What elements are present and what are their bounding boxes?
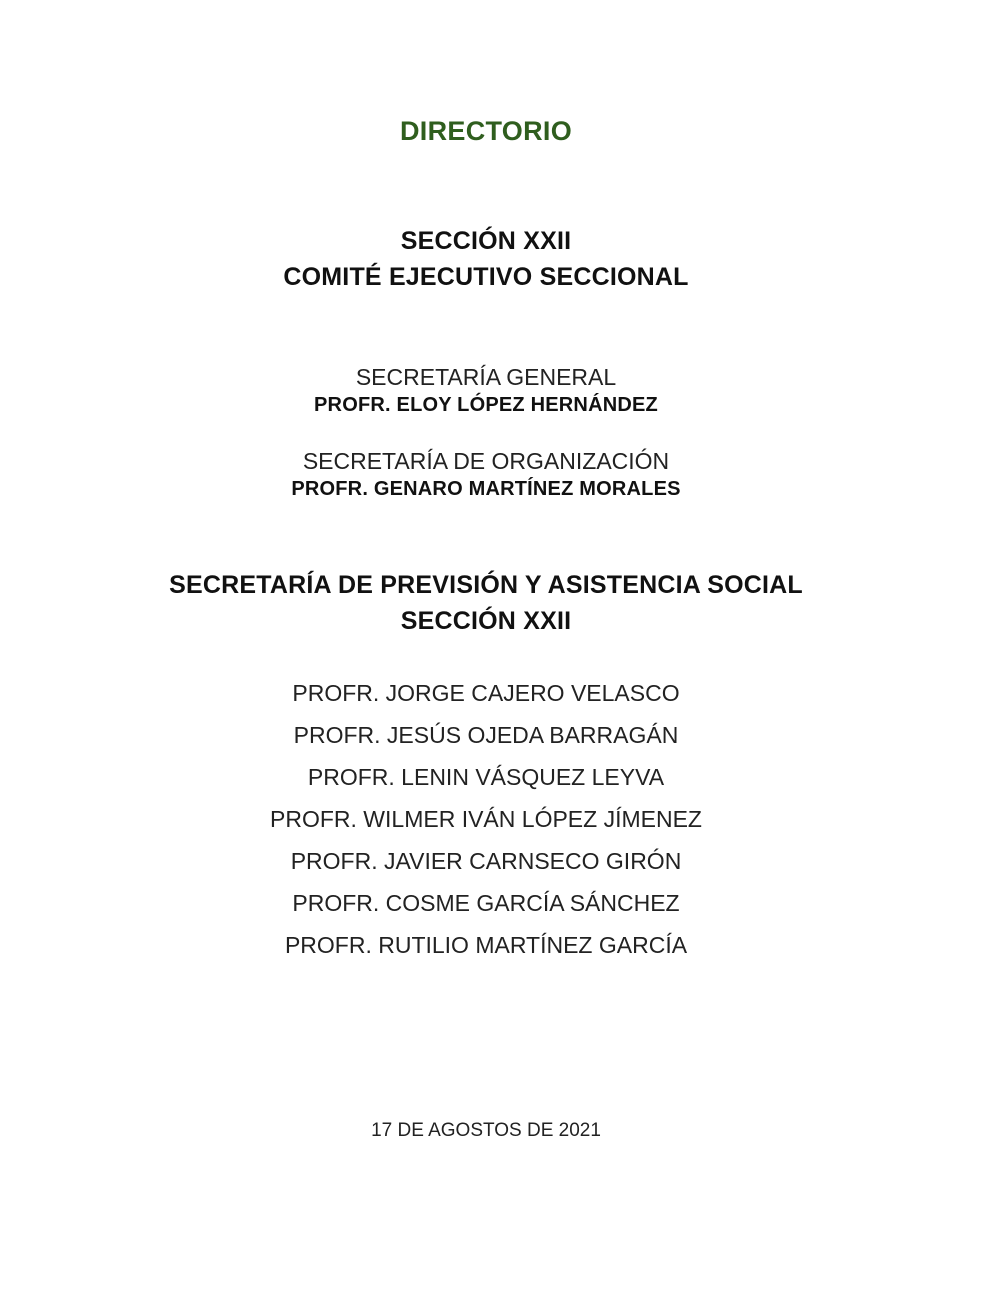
section-heading-line-2: COMITÉ EJECUTIVO SECCIONAL (283, 263, 689, 291)
document-date: 17 DE AGOSTOS DE 2021 (371, 1120, 601, 1141)
secretariat-holder-general: PROFR. ELOY LÓPEZ HERNÁNDEZ (314, 394, 658, 416)
secretariat-role-general: SECRETARÍA GENERAL (355, 364, 617, 390)
member-list-item: PROFR. JESÚS OJEDA BARRAGÁN (293, 722, 679, 748)
welfare-heading-line-2: SECCIÓN XXII (400, 607, 572, 635)
member-list-item: PROFR. WILMER IVÁN LÓPEZ JÍMENEZ (270, 806, 702, 832)
secretariat-role-organizacion: SECRETARÍA DE ORGANIZACIÓN (302, 448, 670, 474)
member-list-item: PROFR. COSME GARCÍA SÁNCHEZ (292, 890, 680, 916)
page-title: DIRECTORIO (399, 116, 572, 146)
welfare-heading-line-1: SECRETARÍA DE PREVISIÓN Y ASISTENCIA SOCIAL (169, 571, 803, 599)
member-list-item: PROFR. LENIN VÁSQUEZ LEYVA (307, 764, 665, 790)
member-list-item: PROFR. JORGE CAJERO VELASCO (292, 680, 680, 706)
secretariat-holder-organizacion: PROFR. GENARO MARTÍNEZ MORALES (291, 478, 681, 500)
member-list-item: PROFR. JAVIER CARNSECO GIRÓN (290, 848, 682, 874)
section-heading-line-1: SECCIÓN XXII (400, 227, 572, 255)
member-list-item: PROFR. RUTILIO MARTÍNEZ GARCÍA (284, 932, 688, 958)
